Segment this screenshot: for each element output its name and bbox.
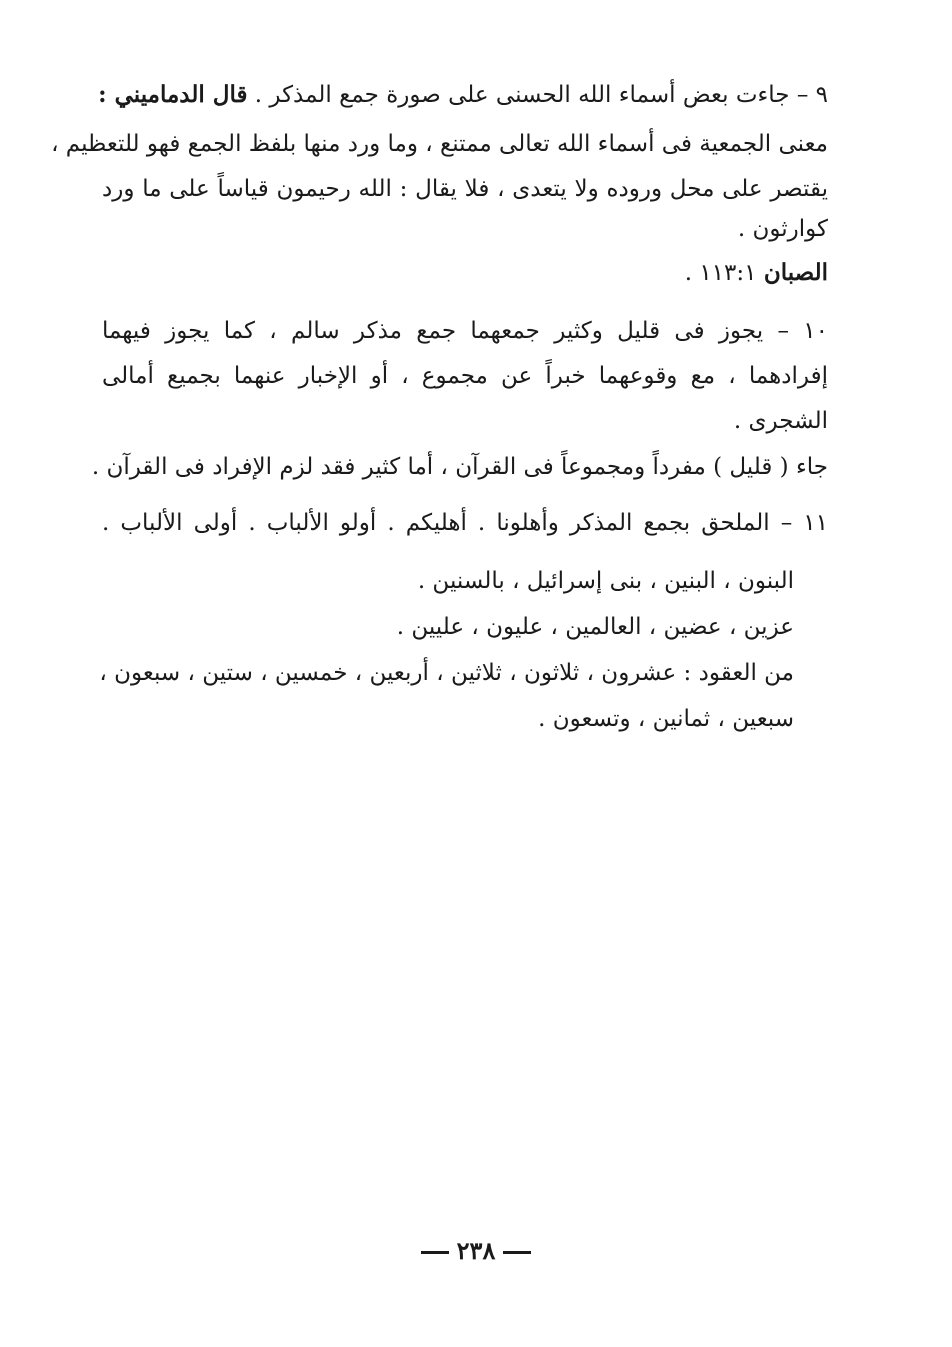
page-number-dash-left — [421, 1251, 449, 1254]
paragraph-9-line-1 — [98, 80, 828, 110]
paragraph-11-line-4: من العقود : عشرون ، ثلاثون ، ثلاثين ، أربعين ، خمسين ، ستين ، سبعون ، — [99, 660, 794, 686]
source-name: الصبان — [763, 259, 828, 286]
source-citation-9 — [685, 258, 828, 288]
paragraph-10-line-2: إفرادهما ، مع وقوعهما خبراً عن مجموع ، أو الإخبار عنهما بجميع أمالى — [102, 363, 828, 389]
dimamini-attribution: قال الدماميني : — [98, 81, 248, 108]
paragraph-9-line-1-text: ٩ – جاءت بعض أسماء الله الحسنى على صورة جمع المذكر . — [247, 82, 828, 108]
paragraph-11-line-3: عزين ، عضين ، العالمين ، عليون ، عليين . — [396, 614, 794, 640]
paragraph-11-line-1: ١١ – الملحق بجمع المذكر وأهلونا . أهليكم . أولو الألباب . أولى الألباب . — [102, 510, 828, 536]
paragraph-9-line-4: كوارثون . — [737, 216, 828, 242]
page-number-value: ٢٣٨ — [456, 1236, 496, 1265]
paragraph-10-line-3: الشجرى . — [733, 408, 828, 434]
paragraph-11-line-5: سبعين ، ثمانين ، وتسعون . — [538, 706, 794, 732]
paragraph-9-line-2: معنى الجمعية فى أسماء الله تعالى ممتنع ، وما ورد منها بلفظ الجمع فهو للتعظيم ، — [51, 131, 828, 157]
source-reference: ١١٣:١ . — [684, 260, 757, 286]
paragraph-9-line-3: يقتصر على محل وروده ولا يتعدى ، فلا يقال : الله رحيمون قياساً على ما ورد — [102, 176, 828, 202]
paragraph-10-line-1: ١٠ – يجوز فى قليل وكثير جمعهما جمع مذكر سالم ، كما يجوز فيهما — [102, 318, 828, 344]
paragraph-11-line-2: البنون ، البنين ، بنى إسرائيل ، بالسنين . — [417, 568, 794, 594]
quran-note: جاء ( قليل ) مفرداً ومجموعاً فى القرآن ، أما كثير فقد لزم الإفراد فى القرآن . — [91, 454, 828, 480]
page-number — [0, 1236, 952, 1266]
page-number-dash-right — [503, 1251, 531, 1254]
